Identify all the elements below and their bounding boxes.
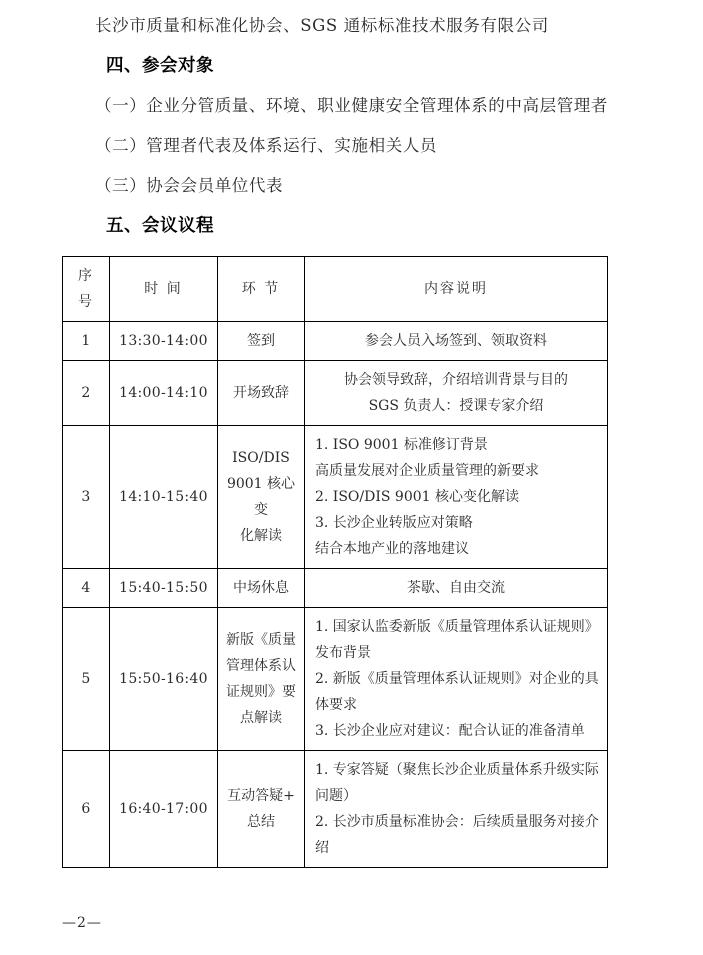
segment-line: 化解读 (240, 528, 282, 544)
cell-no: 2 (63, 361, 110, 426)
attendee-item-2: （二）管理者代表及体系运行、实施相关人员 (95, 136, 437, 155)
table-row (63, 322, 608, 361)
description-line: 3. 长沙企业应对建议：配合认证的准备清单 (315, 723, 585, 739)
description-line: 2. 新版《质量管理体系认证规则》对企业的具体要求 (315, 671, 599, 713)
cell-description (305, 608, 608, 751)
description-line: 高质量发展对企业质量管理的新要求 (315, 463, 539, 479)
column-header-description: 内容说明 (305, 257, 608, 322)
segment-line: 中场休息 (233, 580, 289, 596)
column-header-no: 序 号 (63, 257, 110, 322)
attendee-item-3: （三）协会会员单位代表 (95, 176, 284, 195)
cell-segment (218, 426, 305, 569)
description-line: 1. 国家认监委新版《质量管理体系认证规则》发布背景 (315, 619, 599, 661)
description-line: 1. 专家答疑（聚焦长沙企业质量体系升级实际问题） (315, 762, 599, 804)
section-heading-attendees: 四、参会对象 (106, 56, 214, 76)
organizers-paragraph: 长沙市质量和标准化协会、SGS 通标标准技术服务有限公司 (95, 16, 549, 35)
cell-description (305, 426, 608, 569)
description-line: 1. ISO 9001 标准修订背景 (315, 437, 488, 453)
description-line: 协会领导致辞，介绍培训背景与目的 (344, 372, 568, 388)
table-row (63, 608, 608, 751)
description-line: 结合本地产业的落地建议 (315, 541, 469, 557)
cell-description (305, 322, 608, 361)
cell-description (305, 751, 608, 868)
column-header-segment: 环 节 (218, 257, 305, 322)
cell-time: 14:10-15:40 (110, 426, 218, 569)
cell-description (305, 569, 608, 608)
segment-line: ISO/DIS (232, 450, 290, 466)
cell-time: 14:00-14:10 (110, 361, 218, 426)
agenda-table (62, 256, 608, 868)
cell-time: 16:40-17:00 (110, 751, 218, 868)
agenda-table-body (63, 322, 608, 868)
segment-line: 管理体系认 (226, 658, 296, 674)
cell-segment (218, 751, 305, 868)
section-heading-agenda: 五、会议议程 (106, 216, 214, 236)
agenda-table-wrapper (0, 256, 703, 868)
description-line: 2. ISO/DIS 9001 核心变化解读 (315, 489, 519, 505)
segment-line: 互动答疑+ (227, 788, 295, 804)
description-line: 2. 长沙市质量标准协会：后续质量服务对接介绍 (315, 814, 599, 856)
cell-segment (218, 361, 305, 426)
cell-time: 15:50-16:40 (110, 608, 218, 751)
description-line: 3. 长沙企业转版应对策略 (315, 515, 473, 531)
segment-line: 9001 核心变 (226, 476, 296, 518)
cell-description (305, 361, 608, 426)
cell-no: 1 (63, 322, 110, 361)
cell-segment (218, 608, 305, 751)
cell-segment (218, 322, 305, 361)
segment-line: 新版《质量 (226, 632, 296, 648)
description-line: SGS 负责人：授课专家介绍 (368, 398, 544, 414)
segment-line: 证规则》要 (226, 684, 296, 700)
cell-no: 5 (63, 608, 110, 751)
cell-no: 4 (63, 569, 110, 608)
segment-line: 点解读 (240, 710, 282, 726)
page-number: —2— (62, 915, 102, 931)
attendee-item-1: （一）企业分管质量、环境、职业健康安全管理体系的中高层管理者 (95, 96, 608, 115)
segment-line: 签到 (247, 333, 275, 349)
cell-no: 6 (63, 751, 110, 868)
table-row (63, 426, 608, 569)
cell-time: 15:40-15:50 (110, 569, 218, 608)
table-row (63, 569, 608, 608)
segment-line: 开场致辞 (233, 385, 289, 401)
cell-time: 13:30-14:00 (110, 322, 218, 361)
column-header-time: 时 间 (110, 257, 218, 322)
table-row (63, 361, 608, 426)
description-line: 参会人员入场签到、领取资料 (365, 333, 547, 349)
cell-no: 3 (63, 426, 110, 569)
description-line: 茶歇、自由交流 (407, 580, 505, 596)
cell-segment (218, 569, 305, 608)
table-header-row (63, 257, 608, 322)
table-row (63, 751, 608, 868)
segment-line: 总结 (247, 814, 275, 830)
